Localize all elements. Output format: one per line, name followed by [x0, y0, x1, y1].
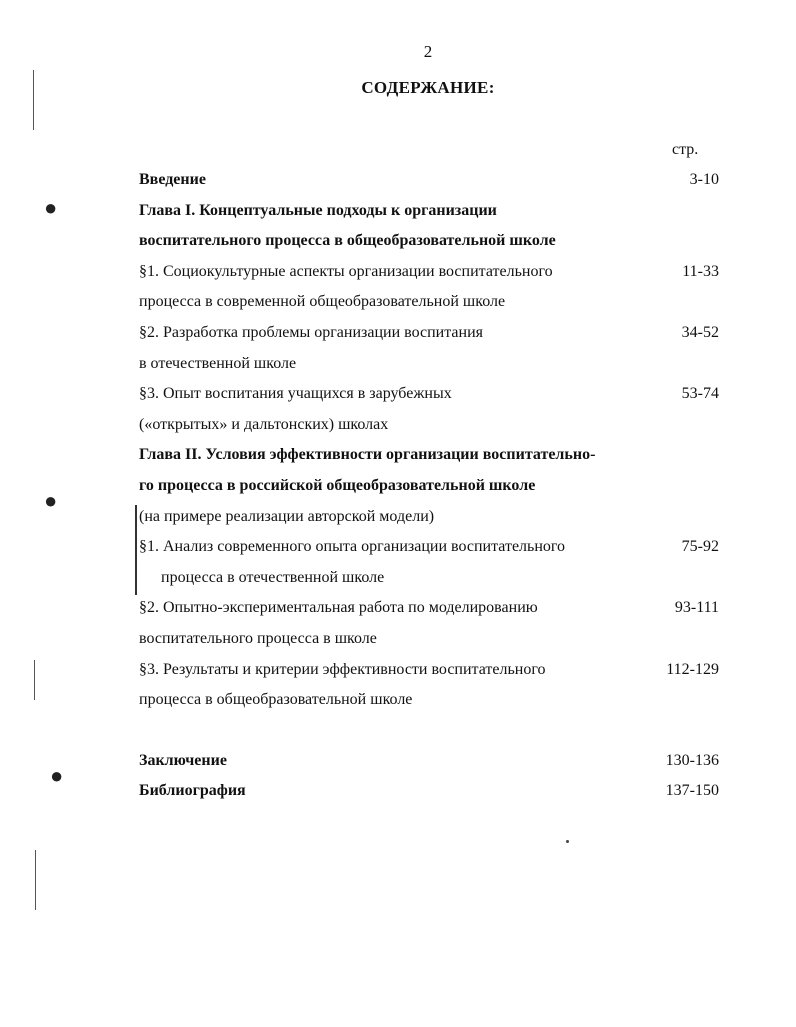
toc-entry [139, 379, 719, 410]
scan-speck [566, 840, 569, 843]
toc-entry [139, 226, 719, 257]
toc-entry [139, 318, 719, 349]
punch-hole-mark: ● [44, 195, 58, 220]
punch-hole-mark: ● [44, 488, 58, 513]
toc-entry-text: Введение [139, 171, 206, 188]
toc-entry-text: воспитательного процесса в общеобразовательной школе [139, 232, 556, 250]
toc-title: СОДЕРЖАНИЕ: [361, 78, 495, 97]
toc-entry [139, 593, 719, 624]
scan-margin-line [135, 505, 137, 595]
toc-entry-text: процесса в современной общеобразовательной школе [139, 293, 506, 311]
toc-entry-page: 137-150 [665, 782, 719, 800]
toc-entry [139, 196, 719, 227]
toc-entry [139, 165, 719, 196]
toc-entry [139, 563, 719, 594]
toc-entry [139, 776, 719, 807]
toc-entry-text: в отечественной школе [139, 354, 297, 372]
toc-entry-page: 3-10 [689, 171, 719, 188]
toc-entry-text: (на примере реализации авторской модели) [139, 507, 435, 525]
toc-entry [139, 746, 719, 777]
toc-entry-text: §3. Опыт воспитания учащихся в зарубежных [139, 385, 452, 403]
toc-entry-page: 112-129 [666, 660, 719, 678]
toc-entry-text: Библиография [139, 782, 246, 800]
pages-column-header: стр. [672, 141, 699, 158]
toc-entry-page: 53-74 [681, 385, 719, 403]
toc-entry-text: го процесса в российской общеобразовательной школе [139, 476, 536, 494]
toc-entry-text: Глава I. Концептуальные подходы к организации [139, 201, 497, 219]
toc-entry-page: 130-136 [665, 751, 719, 769]
toc-entry-text: воспитательного процесса в школе [139, 629, 377, 647]
toc-entry [139, 287, 719, 318]
toc-entry [139, 349, 719, 380]
toc-entry-page: 93-111 [674, 599, 719, 617]
toc-entry-text: процесса в отечественной школе [161, 568, 385, 586]
toc-entry-text: §1. Социокультурные аспекты организации воспитательного [139, 262, 553, 280]
toc-entry [139, 685, 719, 716]
toc-entry [139, 440, 719, 471]
table-of-contents [139, 165, 719, 807]
toc-entry [139, 624, 719, 655]
toc-entry-text: §2. Опытно-экспериментальная работа по моделированию [139, 599, 538, 617]
toc-entry-text: §1. Анализ современного опыта организации воспитательного [139, 538, 566, 556]
toc-entry [139, 532, 719, 563]
toc-entry [139, 655, 719, 686]
scan-margin-line [34, 660, 35, 700]
punch-hole-mark: ● [50, 763, 64, 788]
toc-entry-text: §3. Результаты и критерии эффективности воспитательного [139, 660, 546, 678]
spacer [139, 716, 719, 746]
scan-margin-line [35, 850, 36, 910]
toc-entry-text: Заключение [139, 751, 227, 769]
page-number: 2 [423, 42, 433, 61]
toc-entry-page: 34-52 [681, 323, 719, 341]
toc-entry-text: §2. Разработка проблемы организации воспитания [139, 323, 483, 341]
toc-entry-text: Глава II. Условия эффективности организации воспитательно- [139, 446, 596, 464]
toc-entry [139, 410, 719, 441]
toc-entry [139, 502, 719, 533]
toc-entry-text: («открытых» и дальтонских) школах [139, 415, 389, 433]
toc-entry-page: 75-92 [681, 538, 719, 556]
toc-entry [139, 257, 719, 288]
toc-entry [139, 471, 719, 502]
toc-entry-text: процесса в общеобразовательной школе [139, 691, 413, 709]
toc-entry-page: 11-33 [682, 262, 719, 280]
